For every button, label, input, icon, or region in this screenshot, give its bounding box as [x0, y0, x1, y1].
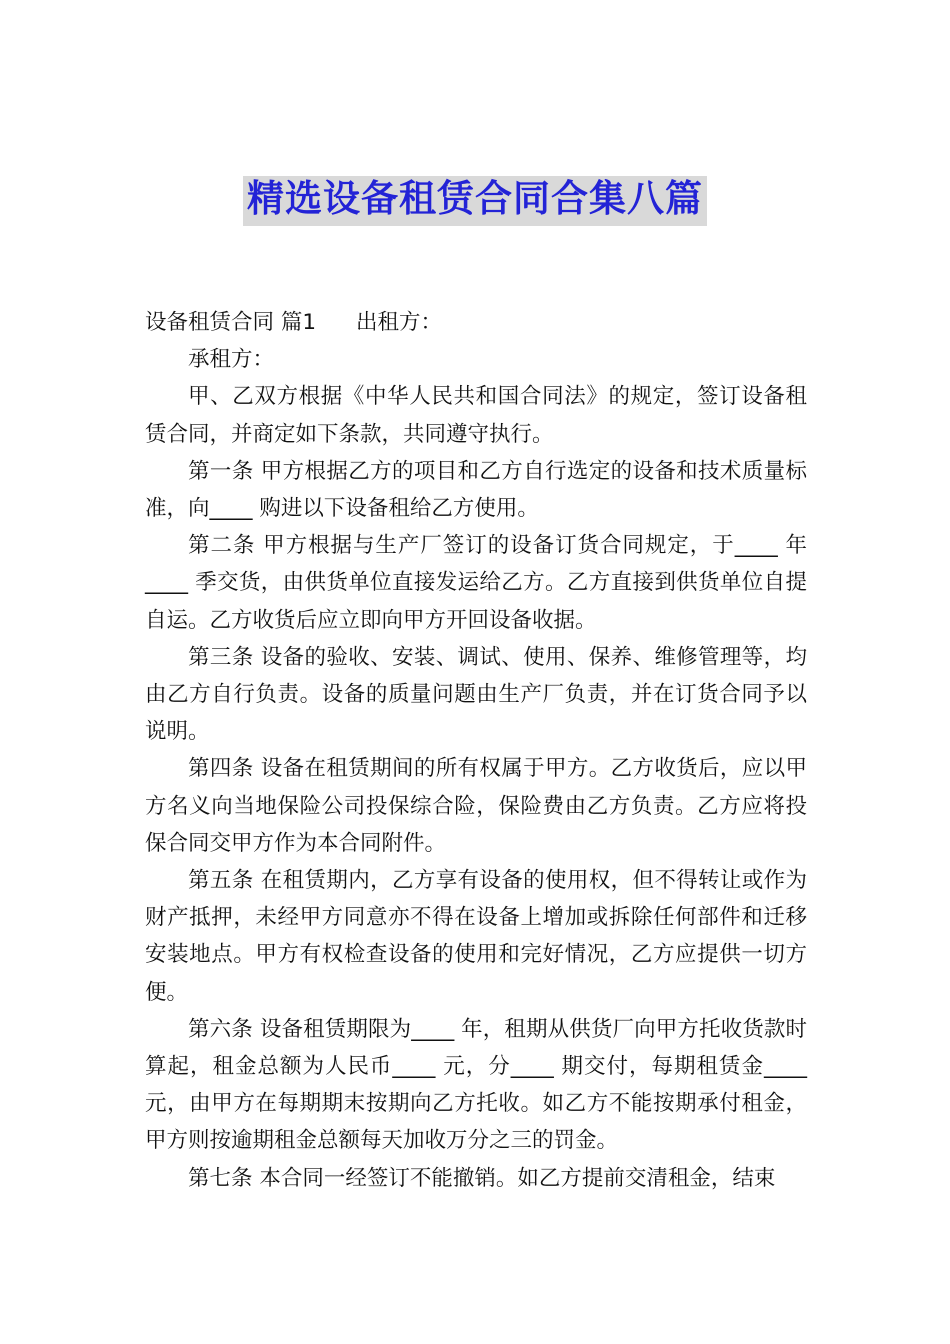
lessor-label: 出租方：: [356, 310, 443, 335]
article-7: 第七条 本合同一经签订不能撤销。如乙方提前交清租金，结束: [188, 1165, 776, 1191]
heading-line: [145, 304, 807, 341]
article-3: 第三条 设备的验收、安装、调试、使用、保养、维修管理等，均由乙方自行负责。设备的质量问题由生产厂负责，并在订货合同予以说明。: [145, 644, 807, 745]
article-5: 第五条 在租赁期内，乙方享有设备的使用权，但不得转让或作为财产抵押，未经甲方同意亦不得在设备上增加或拆除任何部件和迁移安装地点。甲方有权检查设备的使用和完好情况，乙方应提供一切方便。: [145, 868, 807, 1005]
title-container: [0, 176, 950, 226]
article-1: 第一条 甲方根据乙方的项目和乙方自行选定的设备和技术质量标准，向____ 购进以下设备租给乙方使用。: [145, 458, 807, 522]
article-2: 第二条 甲方根据与生产厂签订的设备订货合同规定，于____ 年____ 季交货，由供货单位直接发运给乙方。乙方直接到供货单位自提自运。乙方收货后应立即向甲方开回设备收据。: [145, 533, 807, 633]
article-4: 第四条 设备在租赁期间的所有权属于甲方。乙方收货后，应以甲方名义向当地保险公司投保综合险，保险费由乙方负责。乙方应将投保合同交甲方作为本合同附件。: [145, 756, 807, 856]
document-title: 精选设备租赁合同合集八篇: [243, 176, 707, 226]
lessee-line: 承租方：: [188, 347, 275, 373]
intro-paragraph: 甲、乙双方根据《中华人民共和国合同法》的规定，签订设备租赁合同，并商定如下条款，共同遵守执行。: [145, 384, 807, 447]
article-6: 第六条 设备租赁期限为____ 年，租期从供货厂向甲方托收货款时算起，租金总额为人民币____ 元，分____ 期交付，每期租赁金____ 元，由甲方在每期期末按期向乙方托收。如乙方不能按期承付租金，甲方则按逾期租金总额每天加收万分之三的罚金。: [145, 1016, 807, 1154]
section-heading: 设备租赁合同 篇1: [145, 310, 317, 335]
document-body: [145, 304, 807, 1197]
